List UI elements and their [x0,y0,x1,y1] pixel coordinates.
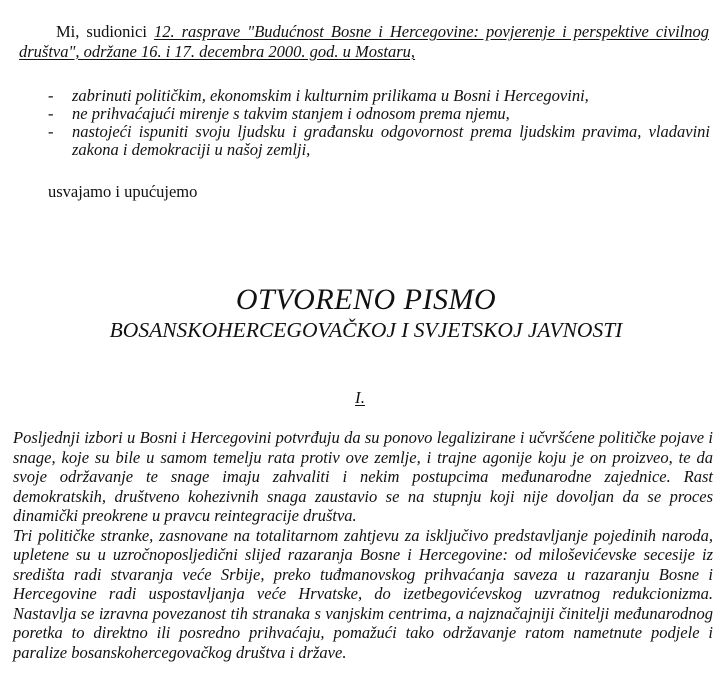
list-item-text: nastojeći ispuniti svoju ljudsku i građansku odgovornost prema ljudskim pravima, vladavini zakona i demokraciji u našoj zemlji, [72,122,710,159]
intro-event-reference: 12. rasprave "Budućnost Bosne i Hercegovine: povjerenje i perspektive civilnog društva", održane 16. i 17. decembra 2000. god. u Mostaru, [19,22,709,61]
concerns-list [48,87,710,159]
document-subtitle: BOSANSKOHERCEGOVAČKOJ I SVJETSKOJ JAVNOSTI [109,318,623,342]
section-body [13,428,713,662]
list-item-text: zabrinuti političkim, ekonomskim i kulturnim prilikama u Bosni i Hercegovini, [72,86,589,105]
adopt-line: usvajamo i upućujemo [48,182,198,201]
intro-paragraph [19,22,709,62]
list-item [48,123,710,159]
body-paragraph: Posljednji izbori u Bosni i Hercegovini potvrđuju da su ponovo legalizirane i učvršćene političke pojave i snage, koje su bile u samom temelju rata protiv ove zemlje, i trajne agonije koju je on proizveo, te da svoje održavanje te snage imaju zahvaliti i nekim postupcima međunarodne zajednice. Rast demokratskih, društveno kohezivnih snaga zaustavio se na stupnju koji nije dovoljan da se proces dinamički preokrene u pravcu reintegracije društva. [13,428,713,525]
bullet-dash: - [48,104,54,123]
section-number: I. [355,388,365,407]
bullet-dash: - [48,86,54,105]
list-item [48,105,710,123]
bullet-dash: - [48,122,54,141]
body-paragraph: Tri političke stranke, zasnovane na totalitarnom zahtjevu za isključivo predstavljanje pojedinih naroda, upletene su u uzročnoposljedični slijed razaranja Bosne i Hercegovine: od miloševićevske secesije iz središta radi stvaranja veće Srbije, preko tuđmanovskog prihvaćanja saveza u razaranju Bosne i Hercegovine radi uspostavljanja veće Hrvatske, do izetbegovićevskog uzvratnog redukcionizma. Nastavlja se izravna povezanost tih stranaka s vanjskim centrima, a najznačajniji činitelji međunarodnog poretka to direktno ili posredno prihvaćaju, pomažući tako održavanje ratom nametnute podjele i paralize bosanskohercegovačkog društva i države. [13,525,713,662]
document-title: OTVORENO PISMO [235,283,497,316]
list-item [48,87,710,105]
intro-lead: Mi, sudionici [56,22,154,41]
list-item-text: ne prihvaćajući mirenje s takvim stanjem i odnosom prema njemu, [72,104,510,123]
